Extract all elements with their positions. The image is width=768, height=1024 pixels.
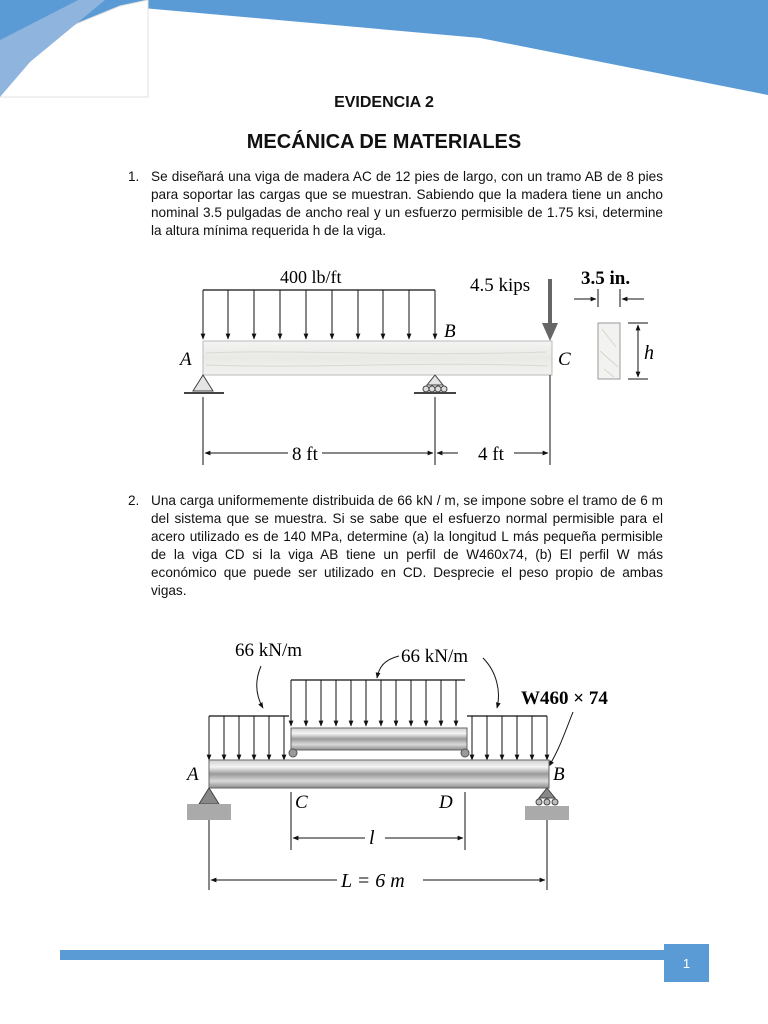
span-ab-label: 8 ft [292,444,318,465]
problem-2-number: 2. [128,493,140,508]
inner-length-label: l [369,827,375,849]
point-c-label: C [558,349,571,370]
beam-cd [291,728,467,750]
footer-bar [60,950,664,960]
distributed-load-arrows [203,290,435,339]
load-right-label: 66 kN/m [401,646,469,667]
width-label: 3.5 in. [581,268,631,289]
problem-2-text: Una carga uniformemente distribuida de 66 kN / m, se impone sobre el tramo de 6 m del sistema que se muestra. Si se sabe que el esfuerzo normal permisible para el acero utilizado es de 140 MPa, determine (a) la longitud L más pequeña permisible de la viga CD si la viga AB tiene un perfil de W460x74, (b) El perfil W más económico que puede ser utilizado en CD. Desprecie el peso propio de ambas vigas. [151,493,663,598]
roller-support-b [525,788,569,820]
roller-support-b [414,375,456,393]
pin-support-a [187,788,231,820]
load-left-label: 66 kN/m [235,640,303,661]
point-b-label: B [444,321,456,342]
point-load-label: 4.5 kips [470,275,531,296]
height-label: h [644,342,654,364]
distributed-load-label: 400 lb/ft [280,267,342,287]
pin-support-a [184,375,224,393]
figure-2-beam-diagram [185,632,640,894]
problem-1-number: 1. [128,169,140,184]
point-c-label: C [295,792,308,813]
point-a-label: A [180,349,192,370]
section-label: W460 × 74 [521,688,608,709]
load-arrows-upper [291,680,456,726]
point-b-label: B [553,764,565,785]
point-a-label: A [187,764,199,785]
document-subtitle: MECÁNICA DE MATERIALES [246,131,522,153]
wood-beam [203,341,552,375]
cross-section [598,323,620,379]
point-d-label: D [439,792,453,813]
span-bc-label: 4 ft [478,444,504,465]
document-title: EVIDENCIA 2 [334,94,434,111]
total-length-label: L = 6 m [341,870,405,892]
problem-1-text: Se diseñará una viga de madera AC de 12 pies de largo, con un tramo AB de 8 pies para soportar las cargas que se muestran. Sabiendo que la madera tiene un ancho nominal 3.5 pulgadas de ancho real y un esfuerzo permisible de 1.75 ksi, determine la altura mínima requerida h de la viga. [151,169,663,238]
page-number: 1 [664,944,709,982]
figure-1-beam-diagram [176,257,654,472]
beam-ab [209,760,549,788]
